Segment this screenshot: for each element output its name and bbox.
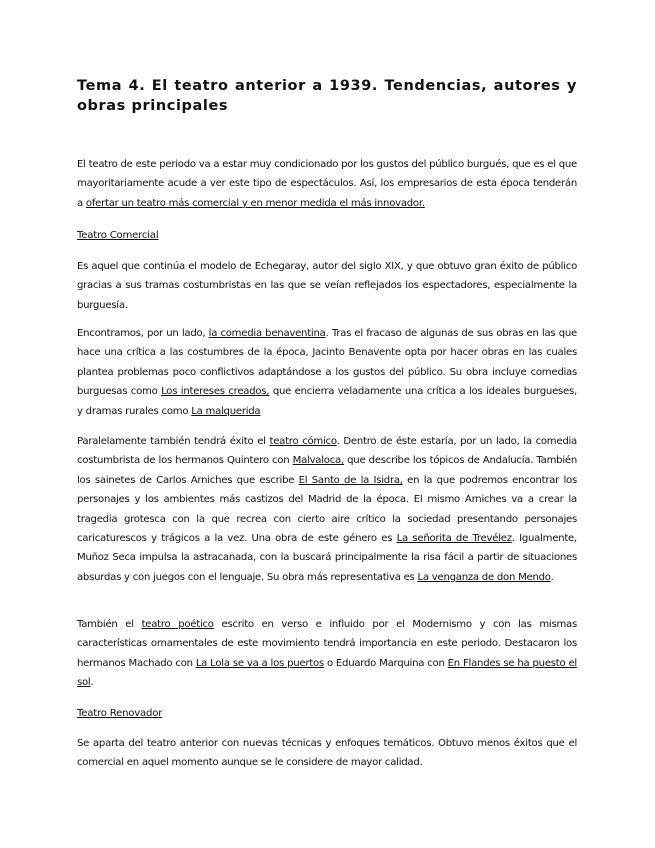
- p3-text-1: Paralelamente también tendrá éxito el: [77, 436, 270, 447]
- p3-text-3: que describe los tópicos de Andalucía. También los sainetes de Carlos Arniches que escribe: [77, 455, 577, 486]
- p4-text-4: .: [90, 677, 94, 689]
- p3-text-2: . Dentro de éste estaría, por un lado, la comedia costumbrista de los hermanos Quintero con: [77, 436, 577, 467]
- heading-comercial-text: Teatro Comercial: [77, 230, 159, 241]
- p3-text-6: .: [550, 571, 554, 583]
- p3-underlined-1: teatro cómico: [269, 436, 337, 447]
- intro-paragraph: [77, 155, 577, 213]
- p4-underlined-2: La Lola se va a los puertos: [195, 657, 324, 669]
- comercial-paragraph-2: [77, 324, 577, 421]
- p4-text-1: También el: [77, 619, 142, 630]
- p3-underlined-4: La señorita de Trevélez: [396, 533, 512, 545]
- p4-text-3: o Eduardo Marquina con: [323, 657, 448, 669]
- heading-renovador-text: Teatro Renovador: [77, 708, 163, 719]
- heading-teatro-comercial: [77, 226, 577, 245]
- intro-underlined: ofertar un teatro más comercial y en menor medida el más innovador.: [85, 197, 425, 209]
- p4-text-2: escrito en verso e influido por el Modernismo y con las mismas características ornamentales de este movimiento tendrá importancia en este periodo. Destacaron los hermanos Machado con: [77, 619, 578, 669]
- p3-text-5: . Igualmente, Muñoz Seca impulsa la astracanada, con la buscará principalmente la risa fácil a partir de situaciones absurdas y con juegos con el lenguaje. Su obra más representativa es: [77, 533, 577, 583]
- comercial-paragraph-3: [77, 432, 577, 587]
- p2-underlined-1: la comedia benaventina: [208, 328, 326, 339]
- renovador-paragraph-1: Se aparta del teatro anterior con nuevas técnicas y enfoques temáticos. Obtuvo menos éxitos que el comercial en aquel momento aunque se le considere de mayor calidad.: [77, 738, 577, 769]
- intro-text: El teatro de este periodo va a estar muy condicionado por los gustos del público burgués, que es el que mayoritariamente acude a ver este tipo de espectáculos. Así, los empresarios de esta época tenderán a: [77, 159, 577, 209]
- comercial-paragraph-1: Es aquel que continúa el modelo de Echegaray, autor del siglo XIX, y que obtuvo gran éxito de público gracias a sus tramas costumbristas en las que se veían reflejados los espectadores, especialmente la burguesía.: [77, 261, 577, 311]
- p2-underlined-2: Los intereses creados,: [161, 386, 270, 398]
- page-title: Tema 4. El teatro anterior a 1939. Tendencias, autores y obras principales: [77, 78, 577, 114]
- p3-underlined-2: Malvaloca,: [292, 455, 344, 467]
- p2-text-2: . Tras el fracaso de algunas de sus obras en las que hace una crítica a las costumbres de la época, Jacinto Benavente opta por hacer obras en las cuales plantea problemas poco conflictivos adaptándose a los gustos del público. Su obra incluye comedias burguesas como: [77, 328, 577, 398]
- p4-underlined-3: En Flandes se ha puesto el sol: [77, 657, 577, 689]
- heading-teatro-renovador: [77, 704, 577, 723]
- p3-underlined-3: El Santo de la Isidra,: [298, 474, 403, 486]
- p2-underlined-3: La malquerida: [191, 405, 261, 417]
- p3-text-4: en la que podremos encontrar los personajes y los ambientes más castizos del Madrid de la época. El mismo Arniches va a crear la tragedia grotesca con la que recrea con cierto aire crítico la sociedad presentando personajes caricaturescos y trágicos a la vez. Una obra de este género es: [77, 474, 577, 545]
- p3-underlined-5: La venganza de don Mendo: [417, 571, 551, 583]
- comercial-paragraph-4: [77, 615, 577, 693]
- p4-underlined-1: teatro poético: [141, 619, 214, 630]
- p2-text-1: Encontramos, por un lado,: [77, 328, 209, 339]
- p2-text-3: que encierra veladamente una crítica a los ideales burgueses, y dramas rurales como: [77, 386, 577, 417]
